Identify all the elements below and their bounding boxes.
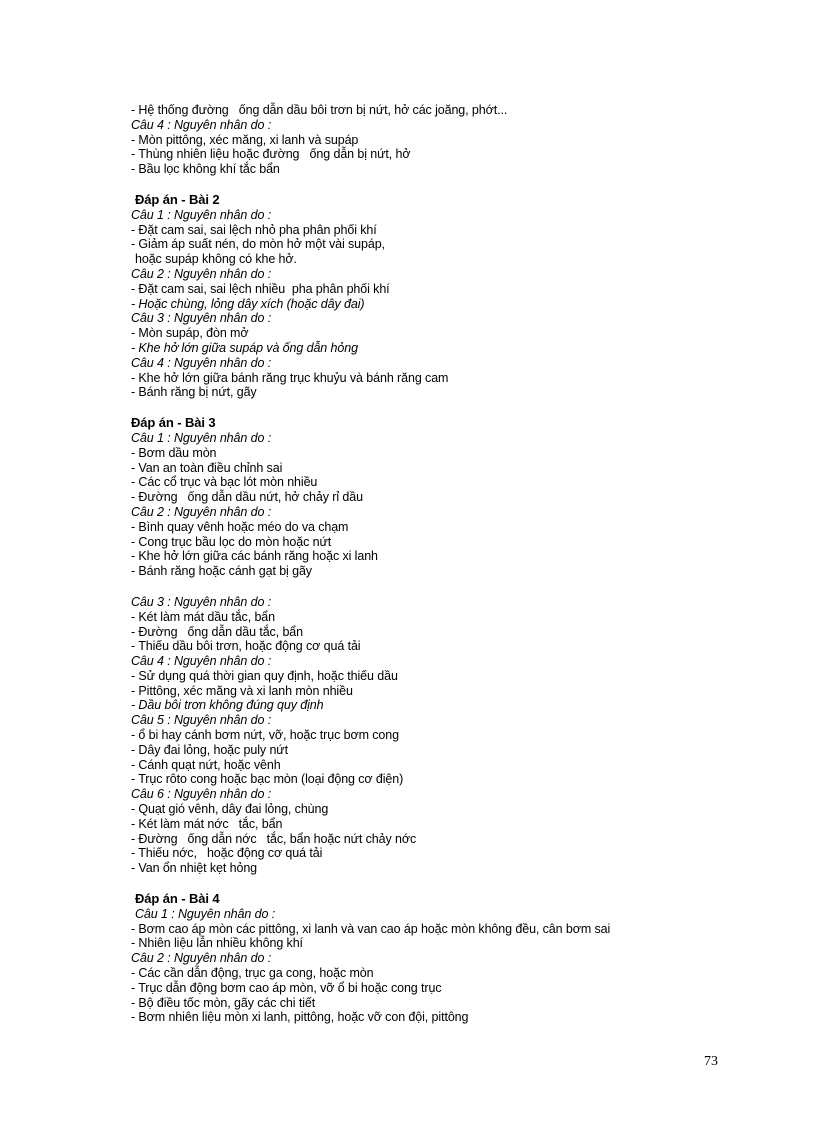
text-line: - Pittông, xéc măng và xi lanh mòn nhiều — [131, 683, 353, 698]
page-number: 73 — [704, 1054, 718, 1069]
question-label: - Khe hở lớn giữa supáp và ống dẫn hỏng — [131, 340, 358, 355]
text-line: - Đường ống dẫn dầu tắc, bẩn — [131, 624, 304, 639]
text-line: - Giảm áp suất nén, do mòn hở một vài supáp, — [131, 237, 385, 252]
question-label: - Dầu bôi trơn không đúng quy định — [131, 698, 324, 713]
section-heading: Đáp án - Bài 4 — [135, 891, 220, 907]
text-line: - Khe hở lớn giữa các bánh răng hoặc xi lanh — [131, 549, 378, 564]
section-heading: Đáp án - Bài 2 — [135, 191, 220, 207]
text-line: - Thiếu dầu bôi trơn, hoặc động cơ quá tải — [131, 639, 361, 654]
question-label: Câu 1 : Nguyên nhân do : — [131, 430, 272, 445]
question-label: Câu 5 : Nguyên nhân do : — [131, 713, 272, 728]
question-label: Câu 2 : Nguyên nhân do : — [131, 504, 272, 519]
question-label: Câu 1 : Nguyên nhân do : — [131, 207, 272, 222]
question-label: Câu 6 : Nguyên nhân do : — [131, 787, 272, 802]
text-line: - Bơm nhiên liệu mòn xi lanh, pittông, hoặc vỡ con đội, pittông — [131, 1010, 469, 1025]
text-line: - Bánh răng hoặc cánh gạt bị gãy — [131, 564, 312, 579]
text-line: - Đường ống dẫn dầu nứt, hở chảy rỉ dầu — [131, 490, 363, 505]
text-line: - Quạt gió vênh, dây đai lỏng, chùng — [131, 802, 329, 817]
text-line: - Cong trục bầu lọc do mòn hoặc nứt — [131, 534, 332, 549]
spacer — [131, 876, 771, 892]
text-line: - Bầu lọc không khí tắc bẩn — [131, 162, 280, 177]
text-line: - Đặt cam sai, sai lệch nhiều pha phân phối khí — [131, 281, 390, 296]
text-line: - Dây đai lỏng, hoặc puly nứt — [131, 742, 288, 757]
text-line: - Van ổn nhiệt kẹt hỏng — [131, 861, 258, 876]
question-label: - Hoặc chùng, lỏng dây xích (hoặc dây đai) — [131, 296, 365, 311]
question-label: Câu 3 : Nguyên nhân do : — [131, 311, 272, 326]
text-line: - Cánh quạt nứt, hoặc vênh — [131, 757, 281, 772]
text-line: - Két làm mát nớc tắc, bẩn — [131, 816, 283, 831]
text-line: - ổ bi hay cánh bơm nứt, vỡ, hoặc trục bơm cong — [131, 728, 399, 743]
text-line: - Bơm dầu mòn — [131, 445, 217, 460]
text-line: - Đặt cam sai, sai lệch nhỏ pha phân phối khí — [131, 222, 377, 237]
text-line: - Các cần dẫn động, trục ga cong, hoặc mòn — [131, 966, 374, 981]
text-line: - Két làm mát dầu tắc, bẩn — [131, 609, 276, 624]
text-line: hoặc supáp không có khe hở. — [135, 252, 297, 267]
text-line: - Các cổ trục và bạc lót mòn nhiều — [131, 475, 318, 490]
text-line: - Bình quay vênh hoặc méo do va chạm — [131, 519, 349, 534]
text-line: - Khe hở lớn giữa bánh răng trục khuỷu và bánh răng cam — [131, 370, 449, 385]
text-line: - Mòn pittông, xéc măng, xi lanh và supáp — [131, 132, 359, 147]
text-line: - Thùng nhiên liệu hoặc đường ống dẫn bị nứt, hở — [131, 147, 411, 162]
question-label: Câu 2 : Nguyên nhân do : — [131, 951, 272, 966]
text-line: - Bộ điều tốc mòn, gãy các chi tiết — [131, 995, 316, 1010]
section-heading: Đáp án - Bài 3 — [131, 415, 216, 431]
spacer — [131, 579, 771, 595]
question-label: Câu 1 : Nguyên nhân do : — [135, 906, 276, 921]
text-line: - Đường ống dẫn nớc tắc, bẩn hoặc nứt chảy nớc — [131, 831, 417, 846]
text-line: - Van an toàn điều chỉnh sai — [131, 460, 283, 475]
text-line: - Thiếu nớc, hoặc động cơ quá tải — [131, 846, 323, 861]
text-line: - Bơm cao áp mòn các pittông, xi lanh và van cao áp hoặc mòn không đều, cân bơm sai — [131, 921, 611, 936]
text-line: - Bánh răng bị nứt, gãy — [131, 385, 257, 400]
question-label: Câu 2 : Nguyên nhân do : — [131, 266, 272, 281]
text-line: - Trục rôto cong hoặc bạc mòn (loại động cơ điện) — [131, 772, 404, 787]
question-label: Câu 4 : Nguyên nhân do : — [131, 117, 272, 132]
text-line: - Nhiên liệu lẫn nhiều không khí — [131, 936, 303, 951]
question-label: Câu 4 : Nguyên nhân do : — [131, 654, 272, 669]
text-line: - Mòn supáp, đòn mở — [131, 326, 249, 341]
text-line: - Trục dẫn động bơm cao áp mòn, vỡ ổ bi hoặc cong trục — [131, 980, 442, 995]
text-line: - Hệ thống đường ống dẫn dầu bôi trơn bị nứt, hở các joăng, phớt... — [131, 103, 508, 117]
answer-key-text — [131, 103, 771, 1025]
question-label: Câu 3 : Nguyên nhân do : — [131, 594, 272, 609]
question-label: Câu 4 : Nguyên nhân do : — [131, 355, 272, 370]
spacer — [131, 400, 771, 416]
text-line: - Sử dụng quá thời gian quy định, hoặc thiếu dầu — [131, 668, 398, 683]
spacer — [131, 177, 771, 193]
